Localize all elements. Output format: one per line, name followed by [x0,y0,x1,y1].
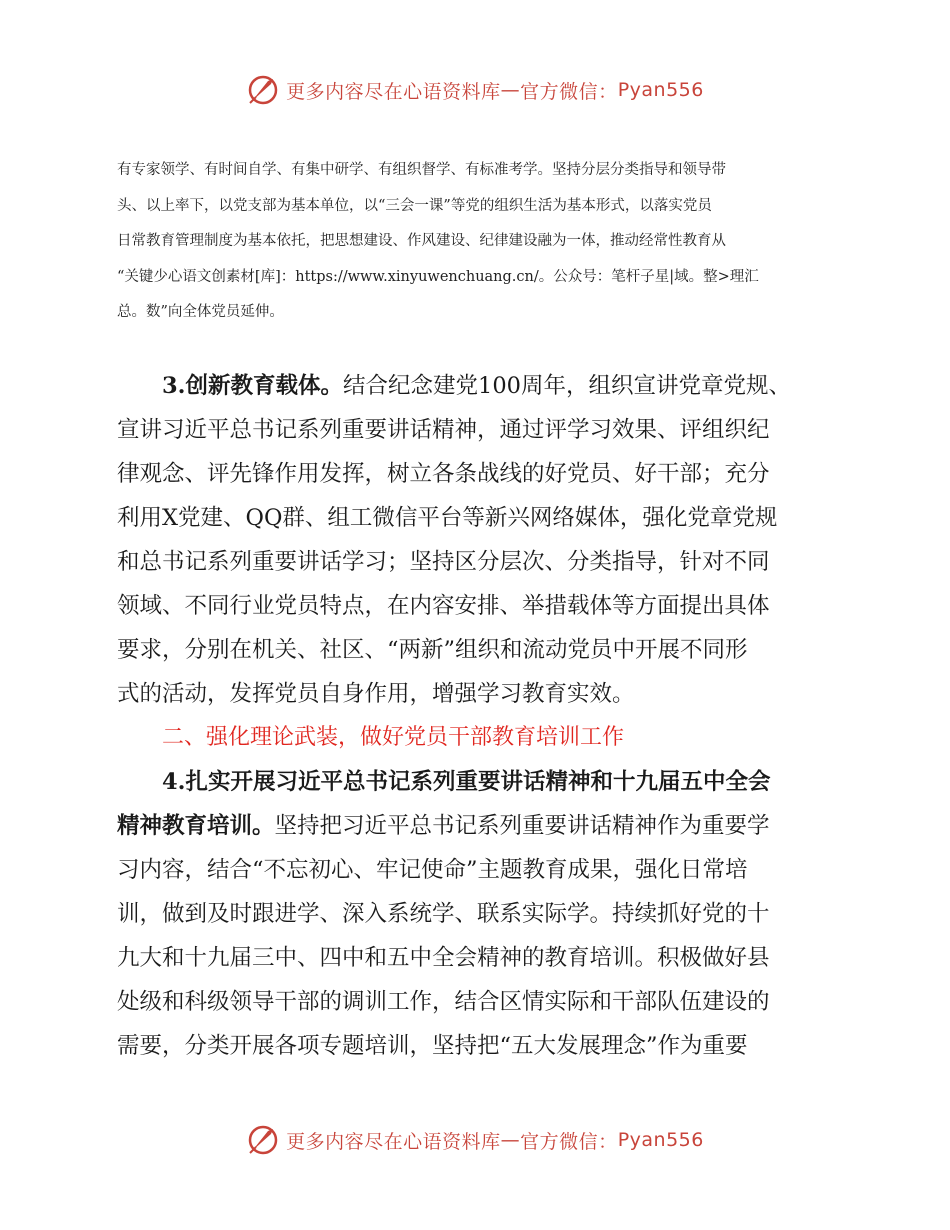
text-line: 日常教育管理制度为基本依托，把思想建设、作风建设、纪律建设融为一体，推动经常性教育从 [117,233,726,249]
text-line: 要求，分别在机关、社区、“两新”组织和流动党员中开展不同形 [117,637,748,663]
text-line: 领域、不同行业党员特点，在内容安排、举措载体等方面提出具体 [117,593,770,619]
watermark-account: Pyan556 [617,79,704,101]
section-title: 二、强化理论武装，做好党员干部教育培训工作 [162,725,625,750]
text-line: 有专家领学、有时间自学、有集中研学、有组织督学、有标准考学。坚持分层分类指导和领导带 [117,162,726,178]
text-line: 总。数”向全体党员延伸。 [117,304,284,320]
text-line: 训，做到及时跟进学、深入系统学、联系实际学。持续抓好党的十 [117,901,770,927]
watermark-account: Pyan556 [617,1129,704,1151]
watermark-dash: — [500,1129,521,1151]
text-line: 头、以上率下，以党支部为基本单位，以“三会一课”等党的组织生活为基本形式，以落实党员 [117,197,712,214]
watermark-wechat-label: 官方微信： [520,1130,618,1153]
quill-logo-icon [246,1123,280,1157]
section-4-heading: 4.扎实开展习近平总书记系列重要讲话精神和十九届五中全会 [162,769,771,795]
text-line: 九大和十九届三中、四中和五中全会精神的教育培训。积极做好县 [117,945,770,971]
watermark-banner-top [0,70,950,110]
section-3-first-text: 结合纪念建党100周年，组织宣讲党章党规、 [343,373,791,399]
text-line [117,804,839,848]
watermark-text: 更多内容尽在心语资料库 [286,1130,501,1153]
text-line: 习内容，结合“不忘初心、牢记使命”主题教育成果，强化日常培 [117,857,748,883]
section-4-first-text: 坚持把习近平总书记系列重要讲话精神作为重要学 [274,813,770,839]
section-3-heading: 3.创新教育载体。 [162,373,343,399]
quill-logo-icon [246,73,280,107]
text-line [117,364,839,408]
watermark-banner-bottom [0,1120,950,1160]
text-line: 处级和科级领导干部的调训工作，结合区情实际和干部队伍建设的 [117,989,770,1015]
section-4-heading-end: 精神教育培训。 [117,813,275,839]
section-3 [117,364,839,1068]
watermark-wechat-label: 官方微信： [520,80,618,103]
small-paragraph [117,153,839,331]
text-line: 需要，分类开展各项专题培训，坚持把“五大发展理念”作为重要 [117,1033,748,1059]
watermark-text: 更多内容尽在心语资料库 [286,80,501,103]
text-line: 宣讲习近平总书记系列重要讲话精神，通过评学习效果、评组织纪 [117,417,770,443]
text-line: 利用X党建、QQ群、组工微信平台等新兴网络媒体，强化党章党规 [117,505,778,531]
text-line: 式的活动，发挥党员自身作用，增强学习教育实效。 [117,681,635,707]
text-line: 和总书记系列重要讲话学习；坚持区分层次、分类指导，针对不同 [117,549,770,575]
text-line: 律观念、评先锋作用发挥，树立各条战线的好党员、好干部；充分 [117,461,770,487]
watermark-dash: — [500,79,521,101]
text-line: “关键少心语文创素材[库]：https://www.xinyuwenchuang.cn/。公众号：笔杆子星|域。整>理汇 [117,268,759,285]
